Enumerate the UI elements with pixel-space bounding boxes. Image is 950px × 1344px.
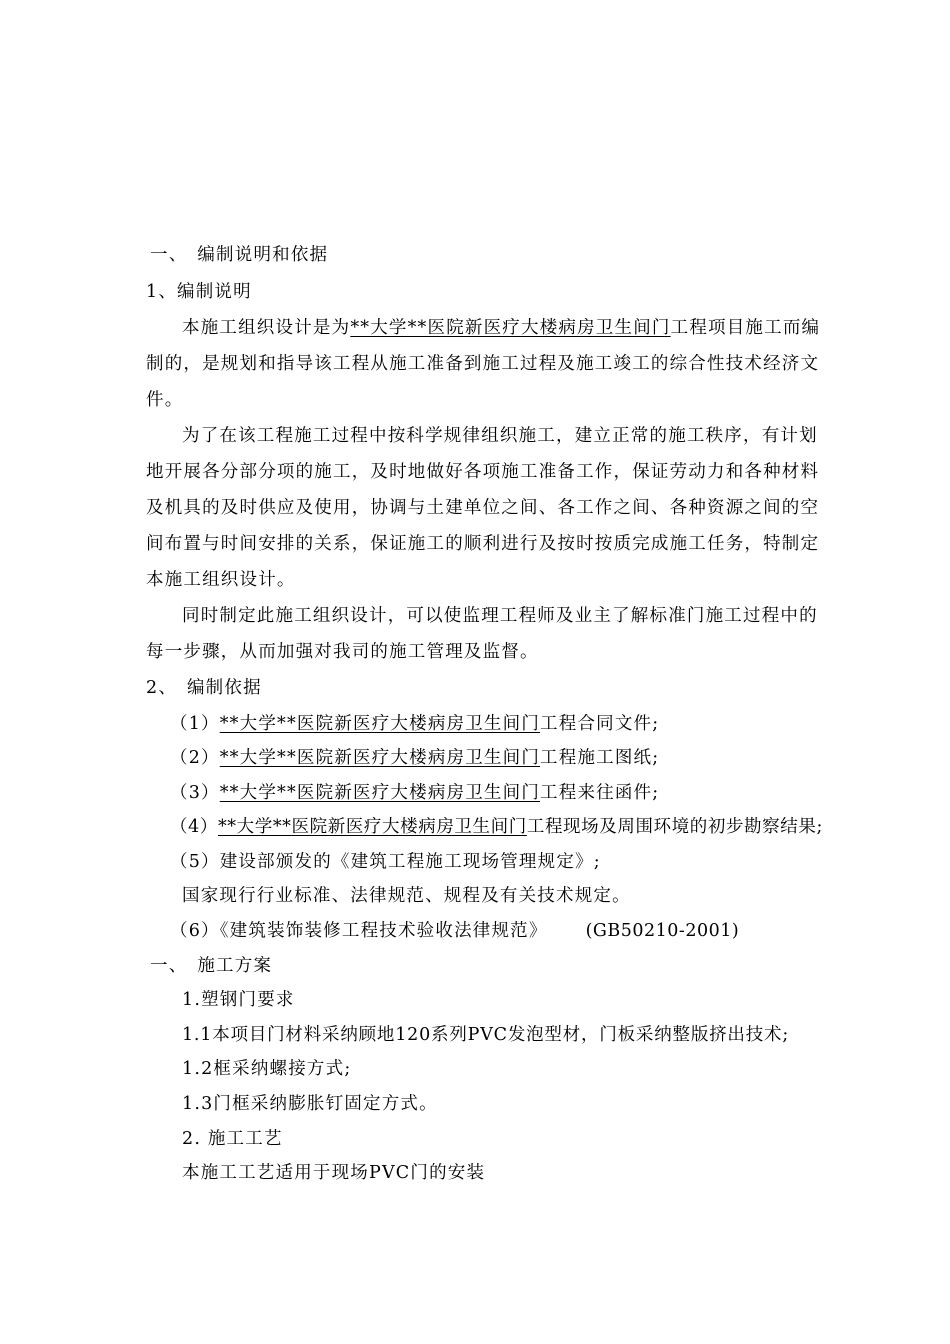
basis-item-number: （4） [170,817,218,837]
basis-item-text: 工程施工图纸; [540,748,660,768]
process-scope-text: 本施工工艺适用于现场PVC门的安装 [182,1163,486,1183]
paragraph-1-line-2: 制的，是规划和指导该工程从施工准备到施工过程及施工竣工的综合性技术经济文 [146,354,820,374]
paragraph-1-prefix: 本施工组织设计是为 [182,318,351,338]
requirement-1-2: 1.2框采纳螺接方式; [182,1059,352,1079]
subheading-construction-process: 2. 施工工艺 [182,1129,283,1149]
basis-item-2 [170,746,659,770]
basis-item-6-text: （6）《建筑装饰装修工程技术验收法律规范》 [170,921,548,941]
project-name: **大学**医院新医疗大楼病房卫生间门 [350,318,671,338]
paragraph-1-suffix: 工程项目施工而编 [670,318,821,338]
basis-item-number: （3） [170,783,220,803]
basis-item-number: （2） [170,748,220,768]
project-name: **大学**医院新医疗大楼病房卫生间门 [219,714,541,734]
basis-item-5-continuation: 国家现行行业标准、法律规范、规程及有关技术规定。 [182,886,631,906]
basis-item-1 [170,712,659,736]
basis-item-text: 工程来往函件; [540,783,660,803]
basis-item-text: 工程合同文件; [540,714,660,734]
paragraph-1-line-3: 件。 [146,390,184,410]
basis-item-number: （1） [170,714,220,734]
requirement-1-3: 1.3门框采纳膨胀钉固定方式。 [182,1094,438,1114]
basis-item-5: （5）建设部颁发的《建筑工程施工现场管理规定》; [170,852,601,872]
paragraph-1-line-1 [182,316,820,340]
project-name: **大学**医院新医疗大楼病房卫生间门 [219,748,541,768]
paragraph-2-line-3: 及机具的及时供应及使用，协调与土建单位之间、各工作之间、各种资源之间的空 [146,498,820,518]
basis-item-text: 工程现场及周围环境的初步勘察结果; [526,817,823,837]
standard-code: (GB50210-2001) [585,921,740,941]
project-name: **大学**医院新医疗大楼病房卫生间门 [217,817,527,837]
paragraph-3-line-2: 每一步骤，从而加强对我司的施工管理及监督。 [146,642,539,662]
subheading-compile-notes: 1、编制说明 [146,282,252,302]
section-heading-2: 一、 施工方案 [150,956,273,976]
paragraph-2-line-1: 为了在该工程施工过程中按科学规律组织施工，建立正常的施工秩序，有计划 [182,426,818,446]
paragraph-3-line-1: 同时制定此施工组织设计，可以使监理工程师及业主了解标准门施工过程中的 [182,606,818,626]
basis-item-6 [170,919,739,943]
subheading-compile-basis: 2、 编制依据 [146,678,262,698]
paragraph-2-line-2: 地开展各分部分项的施工，及时地做好各项施工准备工作，保证劳动力和各种材料 [146,462,820,482]
paragraph-2-line-5: 本施工组织设计。 [146,570,296,590]
basis-item-3 [170,781,659,805]
project-name: **大学**医院新医疗大楼病房卫生间门 [219,783,541,803]
section-heading-1: 一、 编制说明和依据 [150,245,329,265]
basis-item-4 [170,815,823,839]
requirement-1-1: 1.1本项目门材料采纳顾地120系列PVC发泡型材，门板采纳整版挤出技术; [182,1025,790,1045]
subheading-door-requirements: 1.塑钢门要求 [182,990,295,1010]
paragraph-2-line-4: 间布置与时间安排的关系，保证施工的顺利进行及按时按质完成施工任务，特制定 [146,534,820,554]
